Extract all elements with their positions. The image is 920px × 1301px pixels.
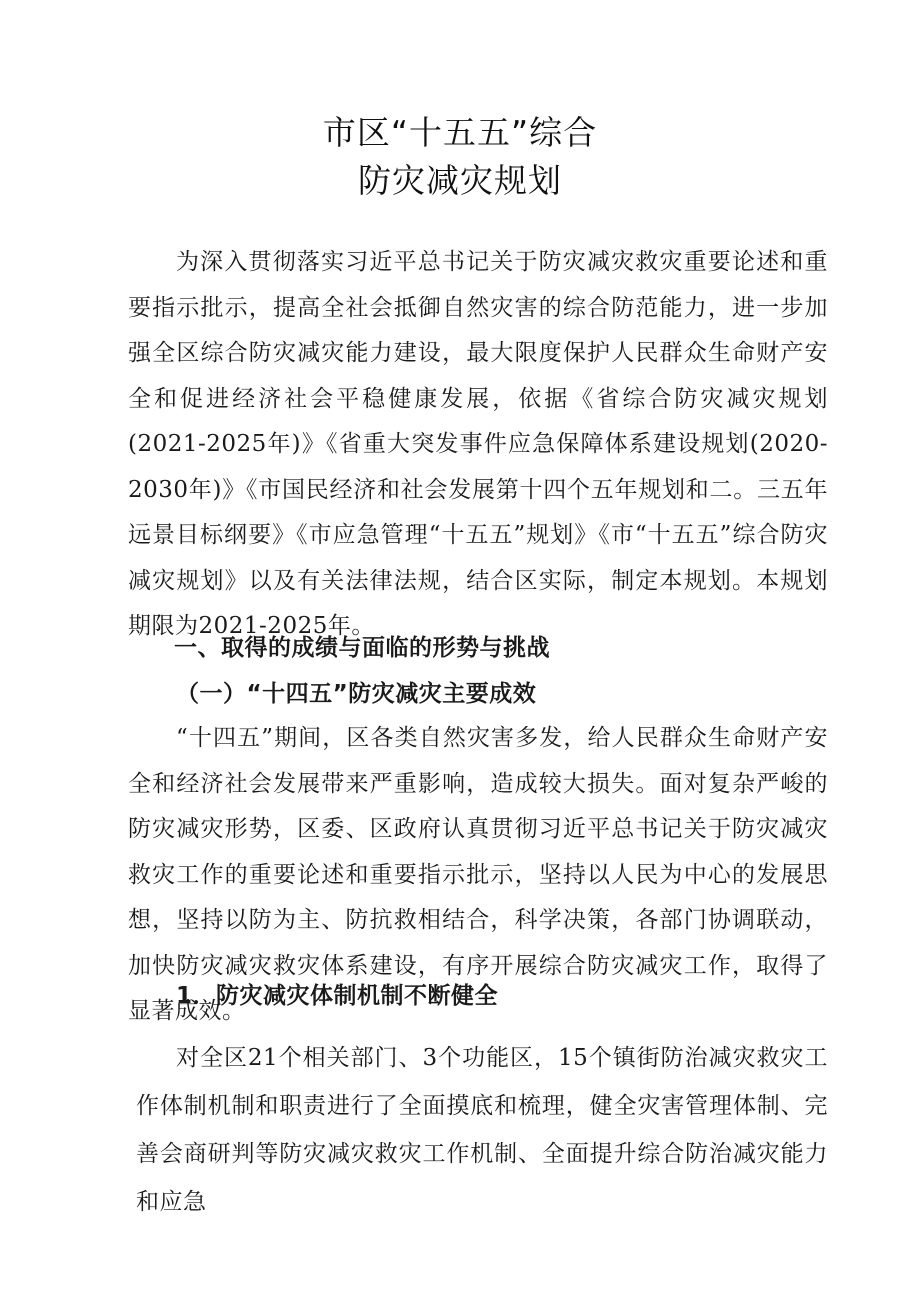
document-title-line1: 市区“十五五”综合 xyxy=(322,113,598,152)
item-heading-1: 1．防灾减灾体制机制不断健全 xyxy=(176,983,499,1009)
subsection-body-paragraph: “十四五”期间，区各类自然灾害多发，给人民群众生命财产安全和经济社会发展带来严重影响，造成较大损失。面对复杂严峻的防灾减灾形势，区委、区政府认真贯彻习近平总书记关于防灾减灾救灾工作的重要论述和重要指示批示，坚持以人民为中心的发展思想，坚持以防为主、防抗救相结合，科学决策，各部门协调联动，加快防灾减灾救灾体系建设，有序开展综合防灾减灾工作，取得了显著成效。 xyxy=(128,725,828,1024)
document-title-line2: 防灾减灾规划 xyxy=(358,161,562,200)
section-heading-1: 一、取得的成绩与面临的形势与挑战 xyxy=(174,635,550,661)
item-body-paragraph: 对全区21个相关部门、3个功能区，15个镇街防治减灾救灾工作体制机制和职责进行了全面摸底和梳理，健全灾害管理体制、完善会商研判等防灾减灾救灾工作机制、全面提升综合防治减灾能力和应急 xyxy=(136,1045,828,1215)
subsection-heading-1: （一）“十四五”防灾减灾主要成效 xyxy=(176,681,537,707)
intro-paragraph: 为深入贯彻落实习近平总书记关于防灾减灾救灾重要论述和重要指示批示，提高全社会抵御自然灾害的综合防范能力，进一步加强全区综合防灾减灾能力建设，最大限度保护人民群众生命财产安全和促进经济社会平稳健康发展，依据《省综合防灾减灾规划(2021-2025年)》《省重大突发事件应急保障体系建设规划(2020-2030年)》《市国民经济和社会发展第十四个五年规划和二。三五年远景目标纲要》《市应急管理“十五五”规划》《市“十五五”综合防灾减灾规划》以及有关法律法规，结合区实际，制定本规划。本规划期限为2021-2025年。 xyxy=(128,249,828,639)
